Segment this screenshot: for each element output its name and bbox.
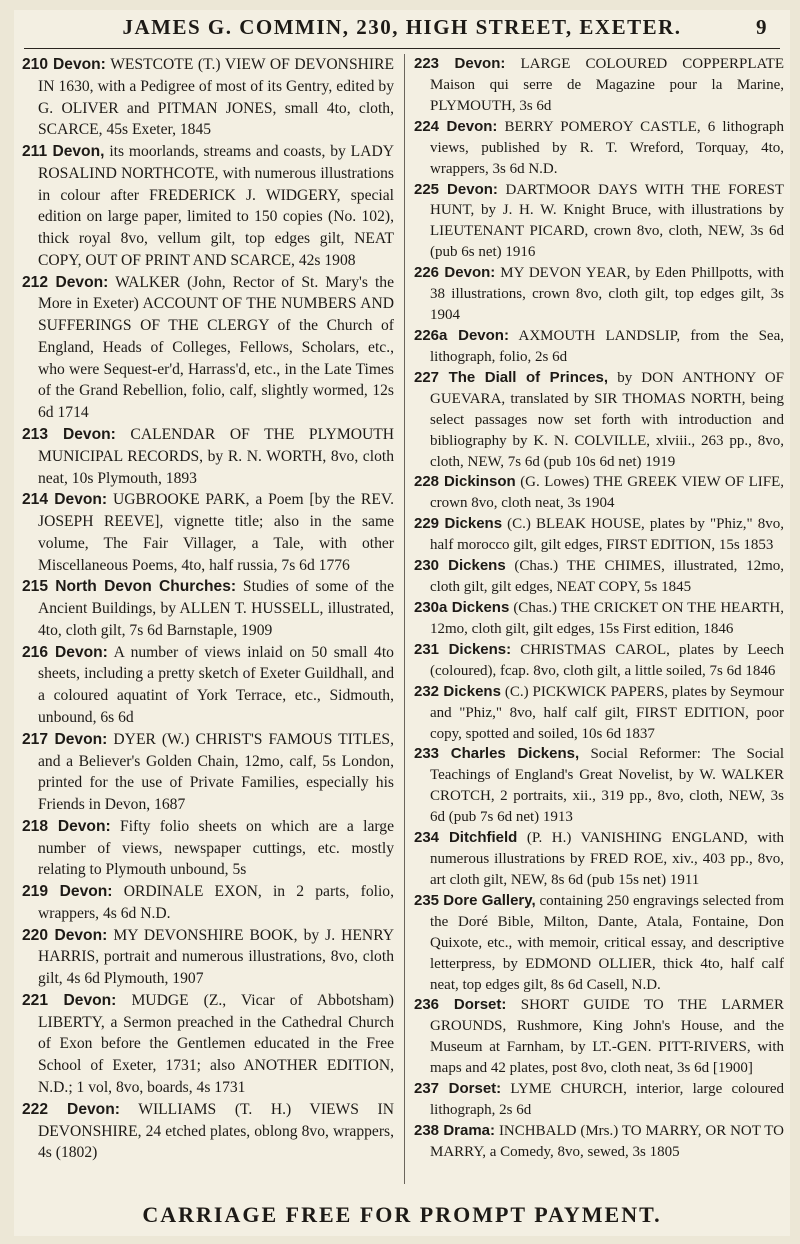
entry-heading: 218 Devon: bbox=[22, 817, 111, 835]
entry-heading: 221 Devon: bbox=[22, 991, 117, 1009]
entry-heading: 217 Devon: bbox=[22, 730, 108, 748]
catalogue-entry bbox=[22, 576, 394, 641]
entry-description: LYME CHURCH, interior, large coloured lithograph, 2s 6d bbox=[430, 1081, 784, 1119]
entry-description: MY DEVONSHIRE BOOK, by J. HENRY HARRIS, portrait and numerous illustrations, 8vo, cloth gilt, 4s 6d Plymouth, 1907 bbox=[38, 926, 394, 988]
entry-description: CHRISTMAS CAROL, plates by Leech (coloured), fcap. 8vo, cloth gilt, a little soiled, 7s 6d 1846 bbox=[430, 641, 784, 679]
catalogue-entry bbox=[414, 1121, 784, 1163]
entry-description: Social Reformer: The Social Teachings of England's Great Novelist, by W. WALKER CROTCH, 2 portraits, xii., 319 pp., 8vo, cloth, NEW, 3s 6d (pub 7s 6d net) 1913 bbox=[430, 746, 784, 826]
catalogue-entry bbox=[22, 990, 394, 1099]
entry-heading: 219 Devon: bbox=[22, 883, 113, 901]
catalogue-entry bbox=[22, 925, 394, 990]
catalogue-entry bbox=[414, 995, 784, 1079]
entry-heading: 210 Devon: bbox=[22, 56, 106, 73]
catalogue-entry bbox=[414, 1079, 784, 1121]
entry-heading: 224 Devon: bbox=[414, 117, 498, 135]
entry-description: by DON ANTHONY OF GUEVARA, translated by SIR THOMAS NORTH, being select passages now set forth with introduction and bibliography by K. N. COLVILLE, xlviii., 263 pp., 8vo, cloth, NEW, 7s 6d (pub 10s 6d net) 1919 bbox=[430, 369, 784, 470]
entry-heading: 230a Dickens bbox=[414, 598, 510, 616]
entry-heading: 213 Devon: bbox=[22, 426, 116, 444]
entry-description: LARGE COLOURED COPPERPLATE Maison qui serre de Magazine pour la Marine, PLYMOUTH, 3s 6d bbox=[430, 56, 784, 114]
entry-heading: 222 Devon: bbox=[22, 1100, 120, 1118]
catalogue-entry bbox=[22, 642, 394, 729]
entry-heading: 216 Devon: bbox=[22, 643, 108, 661]
page-header bbox=[14, 10, 790, 44]
entry-heading: 233 Charles Dickens, bbox=[414, 745, 580, 763]
entry-heading: 212 Devon: bbox=[22, 273, 109, 291]
entry-description: (Chas.) THE CRICKET ON THE HEARTH, 12mo, cloth gilt, gilt edges, 15s First edition, 1846 bbox=[430, 599, 784, 637]
entry-heading: 220 Devon: bbox=[22, 926, 108, 944]
entry-heading: 226a Devon: bbox=[414, 326, 509, 344]
entry-heading: 214 Devon: bbox=[22, 491, 108, 509]
entry-description: its moorlands, streams and coasts, by LADY ROSALIND NORTHCOTE, with numerous illustrations in colour after FREDERICK J. WIDGERY, special edition on large paper, limited to 150 copies (No. 102), thick royal 8vo, vellum gilt, top edges gilt, NEAT COPY, OUT OF PRINT AND SCARCE, 42s 1908 bbox=[38, 143, 394, 269]
entry-description: (C.) PICKWICK PAPERS, plates by Seymour and "Phiz," 8vo, half calf gilt, FIRST EDITION, poor copy, spotted and soiled, 10s 6d 1837 bbox=[430, 683, 784, 742]
catalogue-entry bbox=[22, 729, 394, 816]
catalogue-entry bbox=[414, 263, 784, 326]
entry-heading: 211 Devon, bbox=[22, 143, 105, 161]
catalogue-entry bbox=[414, 514, 784, 556]
catalogue-entry bbox=[22, 141, 394, 272]
entry-heading: 226 Devon: bbox=[414, 264, 496, 282]
entry-description: Studies of some of the Ancient Buildings, by ALLEN T. HUSSELL, illustrated, 4to, cloth gilt, 7s 6d Barnstaple, 1909 bbox=[38, 578, 394, 639]
entry-heading: 236 Dorset: bbox=[414, 996, 507, 1014]
right-column bbox=[414, 54, 784, 1186]
entry-description: WESTCOTE (T.) VIEW OF DEVONSHIRE IN 1630, with a Pedigree of most of its Gentry, edited by G. OLIVER and PITMAN JONES, small 4to, cloth, SCARCE, 45s Exeter, 1845 bbox=[38, 56, 394, 139]
entry-description: MUDGE (Z., Vicar of Abbotsham) LIBERTY, a Sermon preached in the Cathedral Church of Exon before the Gentlemen educated in the Free School of Exeter, 1731; also ANOTHER EDITION, N.D.; 1 vol, 8vo, boards, 4s 1731 bbox=[38, 991, 394, 1096]
entry-description: CALENDAR OF THE PLYMOUTH MUNICIPAL RECORDS, by R. N. WORTH, 8vo, cloth neat, 10s Plymouth, 1893 bbox=[38, 426, 394, 487]
entry-description: DARTMOOR DAYS WITH THE FOREST HUNT, by J. H. W. Knight Bruce, with illustrations by LIEUTENANT PICARD, crown 8vo, cloth, NEW, 3s 6d (pub 6s net) 1916 bbox=[430, 181, 784, 261]
catalogue-entry bbox=[22, 54, 394, 141]
entry-heading: 229 Dickens bbox=[414, 515, 503, 533]
page-footer: CARRIAGE FREE FOR PROMPT PAYMENT. bbox=[142, 1202, 662, 1227]
entry-description: WALKER (John, Rector of St. Mary's the More in Exeter) ACCOUNT OF THE NUMBERS AND SUFFERINGS OF THE CLERGY of the Church of England, Heads of Colleges, Fellows, Scholars, etc., who were Sequest-er'd, Harrass'd, etc., in the Late Times of the Grand Rebellion, folio, calf, slightly wormed, 12s 6d 1714 bbox=[38, 273, 394, 422]
entry-description: Fifty folio sheets on which are a large number of views, newspaper cuttings, etc. mostly relating to Plymouth unbound, 5s bbox=[38, 817, 394, 879]
catalogue-entry bbox=[414, 640, 784, 682]
entry-description: MY DEVON YEAR, by Eden Phillpotts, with 38 illustrations, crown 8vo, cloth gilt, top edges gilt, 3s 1904 bbox=[430, 265, 784, 324]
catalogue-entry bbox=[22, 272, 394, 424]
entry-description: DYER (W.) CHRIST'S FAMOUS TITLES, and a Believer's Golden Chain, 12mo, calf, 5s London, printed for the use of Private Families, especially his Friends in Devon, 1687 bbox=[38, 730, 394, 814]
catalogue-entry bbox=[414, 368, 784, 473]
entry-heading: 228 Dickinson bbox=[414, 473, 516, 491]
entry-heading: 223 Devon: bbox=[414, 55, 506, 72]
header-title: JAMES G. COMMIN, 230, HIGH STREET, EXETER. bbox=[122, 15, 682, 39]
catalogue-entry bbox=[414, 682, 784, 745]
entry-heading: 234 Ditchfield bbox=[414, 829, 518, 847]
catalogue-entry bbox=[414, 891, 784, 996]
entry-description: INCHBALD (Mrs.) TO MARRY, OR NOT TO MARRY, a Comedy, 8vo, sewed, 3s 1805 bbox=[430, 1123, 784, 1160]
column-divider bbox=[404, 54, 405, 1184]
catalogue-entry bbox=[22, 816, 394, 881]
catalogue-entry bbox=[22, 489, 394, 576]
entry-heading: 215 North Devon Churches: bbox=[22, 578, 237, 596]
catalogue-entry bbox=[414, 828, 784, 891]
catalogue-entry bbox=[414, 117, 784, 180]
entry-heading: 238 Drama: bbox=[414, 1122, 496, 1140]
entry-description: ORDINALE EXON, in 2 parts, folio, wrappers, 4s 6d N.D. bbox=[38, 883, 394, 922]
catalogue-entry bbox=[414, 54, 784, 117]
entry-heading: 225 Devon: bbox=[414, 180, 498, 198]
left-column bbox=[22, 54, 394, 1186]
catalogue-entry bbox=[414, 744, 784, 828]
entry-description: SHORT GUIDE TO THE LARMER GROUNDS, Rushmore, King John's House, and the Museum at Farnham, by LT.-GEN. PITT-RIVERS, with maps and 42 plates, post 8vo, cloth neat, 3s 6d [1900] bbox=[430, 997, 784, 1077]
entry-heading: 232 Dickens bbox=[414, 682, 501, 700]
entry-heading: 230 Dickens bbox=[414, 557, 506, 575]
entry-description: UGBROOKE PARK, a Poem [by the REV. JOSEPH REEVE], vignette title; also in the same volume, The Fair Villager, a Tale, with other Miscellaneous Poems, 4to, half russia, 7s 6d 1776 bbox=[38, 491, 394, 574]
header-rule bbox=[24, 48, 780, 49]
catalogue-entry bbox=[414, 472, 784, 514]
entry-description: AXMOUTH LANDSLIP, from the Sea, lithograph, folio, 2s 6d bbox=[430, 327, 784, 365]
entry-description: BERRY POMEROY CASTLE, 6 lithograph views, published by R. T. Wreford, Torquay, 4to, wrappers, 3s 6d N.D. bbox=[430, 118, 784, 177]
catalogue-entry bbox=[22, 424, 394, 489]
catalogue-entry bbox=[414, 598, 784, 640]
entry-description: A number of views inlaid on 50 small 4to sheets, including a pretty sketch of Exeter Guildhall, and a coloured aquatint of York Terrace, etc., Sidmouth, unbound, 6s 6d bbox=[38, 643, 394, 726]
entry-heading: 231 Dickens: bbox=[414, 640, 512, 658]
catalogue-entry bbox=[414, 180, 784, 264]
page-number: 9 bbox=[756, 15, 768, 39]
entry-description: (P. H.) VANISHING ENGLAND, with numerous illustrations by FRED ROE, xiv., 403 pp., 8vo, art cloth gilt, NEW, 8s 6d (pub 15s net) 1911 bbox=[430, 830, 784, 888]
entry-description: WILLIAMS (T. H.) VIEWS IN DEVONSHIRE, 24 etched plates, oblong 8vo, wrappers, 4s (1802) bbox=[38, 1100, 394, 1162]
entry-heading: 235 Dore Gallery, bbox=[414, 891, 536, 909]
catalogue-entry bbox=[414, 326, 784, 368]
entry-heading: 237 Dorset: bbox=[414, 1080, 502, 1098]
entry-description: containing 250 engravings selected from the Doré Bible, Milton, Dante, Atala, Fontaine, Don Quixote, etc., with memoir, critical essay, and descriptive letterpress, by EDMOND OLLIER, thick 4to, half calf neat, top edges gilt, 8s 6d Casell, N.D. bbox=[430, 892, 784, 993]
entry-description: (Chas.) THE CHIMES, illustrated, 12mo, cloth gilt, gilt edges, NEAT COPY, 5s 1845 bbox=[430, 558, 784, 596]
catalogue-page bbox=[14, 10, 790, 1236]
catalogue-entry bbox=[22, 881, 394, 925]
catalogue-entry bbox=[22, 1099, 394, 1164]
entry-description: (G. Lowes) THE GREEK VIEW OF LIFE, crown 8vo, cloth neat, 3s 1904 bbox=[430, 474, 784, 512]
entry-description: (C.) BLEAK HOUSE, plates by "Phiz," 8vo, half morocco gilt, gilt edges, FIRST EDITION, 15s 1853 bbox=[430, 516, 784, 554]
catalogue-entry bbox=[414, 556, 784, 598]
entry-heading: 227 The Diall of Princes, bbox=[414, 368, 609, 386]
